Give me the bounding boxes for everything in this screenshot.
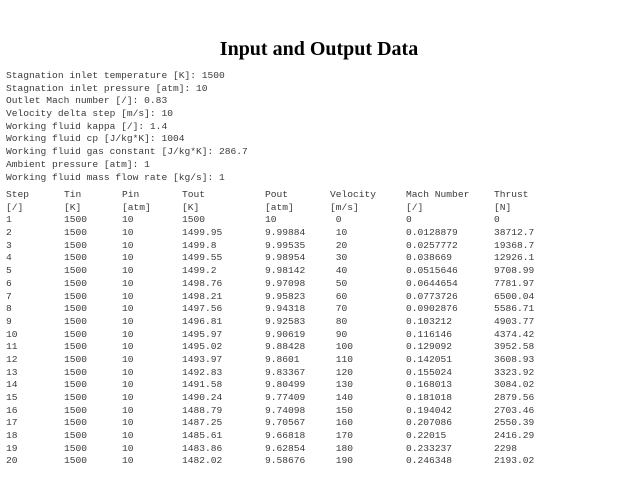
column-header: Pin xyxy=(122,189,140,200)
table-cell: 0.0257772 xyxy=(406,239,458,251)
table-cell: 9.62854 xyxy=(265,442,306,454)
column-header: Tout xyxy=(182,189,206,200)
table-cell: 80 xyxy=(330,315,348,327)
table-cell: 1495.02 xyxy=(182,341,223,353)
table-cell: 9.98142 xyxy=(265,265,306,277)
table-cell: 3323.92 xyxy=(494,366,535,378)
table-cell: 1497.56 xyxy=(182,303,223,315)
table-cell: 10 xyxy=(122,239,134,251)
param-gas-constant: Working fluid gas constant [J/kg*K]: 286.7 xyxy=(6,146,248,158)
table-cell: 3 xyxy=(6,239,12,251)
table-cell: 90 xyxy=(330,328,348,340)
table-cell: 2416.29 xyxy=(494,430,535,442)
table-cell: 100 xyxy=(330,341,354,353)
table-cell: 1496.81 xyxy=(182,315,223,327)
table-cell: 1500 xyxy=(64,392,88,403)
table-cell: 10 xyxy=(122,328,134,340)
table-cell: 9.77409 xyxy=(265,392,306,403)
table-cell: 1492.83 xyxy=(182,366,223,378)
table-cell: 6 xyxy=(6,277,12,289)
table-cell: 20 xyxy=(330,239,348,251)
table-cell: 1500 xyxy=(64,265,88,277)
table-cell: 0.038669 xyxy=(406,252,453,264)
table-cell: 10 xyxy=(265,214,277,226)
table-cell: 5586.71 xyxy=(494,303,535,315)
table-cell: 9.99535 xyxy=(265,239,306,251)
table-cell: 0.0644654 xyxy=(406,277,458,289)
table-cell: 110 xyxy=(330,353,354,365)
table-cell: 12926.1 xyxy=(494,252,535,264)
table-cell: 10 xyxy=(122,290,134,302)
param-cp: Working fluid cp [J/kg*K]: 1004 xyxy=(6,133,185,145)
table-cell: 9.74098 xyxy=(265,404,306,416)
table-cell: 0.181018 xyxy=(406,392,453,403)
table-cell: 9.70567 xyxy=(265,417,306,429)
table-cell: 0.168013 xyxy=(406,379,453,391)
table-cell: 1500 xyxy=(64,455,88,467)
table-cell: 2 xyxy=(6,227,12,239)
table-cell: 60 xyxy=(330,290,348,302)
table-cell: 8 xyxy=(6,303,12,315)
table-cell: 13 xyxy=(6,366,18,378)
table-cell: 1499.55 xyxy=(182,252,223,264)
column-unit: [K] xyxy=(182,201,200,213)
table-cell: 4374.42 xyxy=(494,328,535,340)
table-cell: 1500 xyxy=(64,214,88,226)
table-cell: 10 xyxy=(122,430,134,442)
table-cell: 11 xyxy=(6,341,18,353)
table-cell: 0 xyxy=(330,214,342,226)
table-cell: 10 xyxy=(122,417,134,429)
table-cell: 1500 xyxy=(64,442,88,454)
table-cell: 1499.8 xyxy=(182,239,217,251)
table-cell: 7781.97 xyxy=(494,277,535,289)
table-cell: 10 xyxy=(122,265,134,277)
table-cell: 10 xyxy=(122,252,134,264)
table-cell: 1500 xyxy=(64,328,88,340)
param-stagnation-temperature: Stagnation inlet temperature [K]: 1500 xyxy=(6,70,225,81)
table-cell: 1500 xyxy=(64,277,88,289)
table-cell: 0.233237 xyxy=(406,442,453,454)
table-cell: 1487.25 xyxy=(182,417,223,429)
param-mass-flow: Working fluid mass flow rate [kg/s]: 1 xyxy=(6,171,225,183)
table-cell: 0.194042 xyxy=(406,404,453,416)
table-cell: 1500 xyxy=(64,239,88,251)
table-cell: 9.97098 xyxy=(265,277,306,289)
table-cell: 14 xyxy=(6,379,18,391)
table-cell: 9708.99 xyxy=(494,265,535,277)
table-cell: 9.92583 xyxy=(265,315,306,327)
table-cell: 38712.7 xyxy=(494,227,535,239)
table-cell: 9.94318 xyxy=(265,303,306,315)
table-cell: 9.99884 xyxy=(265,227,306,239)
table-cell: 1500 xyxy=(64,315,88,327)
table-cell: 19 xyxy=(6,442,18,454)
column-header: Velocity xyxy=(330,189,377,200)
table-cell: 0.155024 xyxy=(406,366,453,378)
table-cell: 10 xyxy=(330,227,348,239)
table-cell: 150 xyxy=(330,404,354,416)
table-cell: 9.95823 xyxy=(265,290,306,302)
table-cell: 10 xyxy=(122,315,134,327)
param-outlet-mach: Outlet Mach number [/]: 0.83 xyxy=(6,95,168,107)
table-cell: 0 xyxy=(406,214,412,226)
column-unit: [K] xyxy=(64,201,82,213)
table-cell: 0.0128879 xyxy=(406,227,458,239)
table-cell: 1483.86 xyxy=(182,442,223,454)
table-cell: 9.90619 xyxy=(265,328,306,340)
table-cell: 5 xyxy=(6,265,12,277)
table-cell: 0.0773726 xyxy=(406,290,458,302)
table-cell: 1490.24 xyxy=(182,392,223,403)
table-cell: 50 xyxy=(330,277,348,289)
table-cell: 1495.97 xyxy=(182,328,223,340)
table-cell: 15 xyxy=(6,392,18,403)
table-cell: 0.22015 xyxy=(406,430,447,442)
column-header: Pout xyxy=(265,189,289,200)
table-cell: 10 xyxy=(122,455,134,467)
param-ambient-pressure: Ambient pressure [atm]: 1 xyxy=(6,158,150,170)
table-cell: 1499.2 xyxy=(182,265,217,277)
column-unit: [/] xyxy=(406,201,424,213)
table-cell: 1493.97 xyxy=(182,353,223,365)
table-cell: 9.66818 xyxy=(265,430,306,442)
table-cell: 1500 xyxy=(182,214,206,226)
table-cell: 10 xyxy=(122,392,134,403)
table-cell: 1498.21 xyxy=(182,290,223,302)
table-cell: 1498.76 xyxy=(182,277,223,289)
table-cell: 4 xyxy=(6,252,12,264)
table-cell: 10 xyxy=(122,277,134,289)
table-cell: 2703.46 xyxy=(494,404,535,416)
param-velocity-step: Velocity delta step [m/s]: 10 xyxy=(6,108,173,120)
table-cell: 10 xyxy=(122,227,134,239)
table-cell: 70 xyxy=(330,303,348,315)
table-cell: 40 xyxy=(330,265,348,277)
table-cell: 9.8601 xyxy=(265,353,300,365)
table-cell: 9.58676 xyxy=(265,455,306,467)
column-header: Tin xyxy=(64,189,82,200)
table-cell: 0 xyxy=(494,214,500,226)
column-unit: [/] xyxy=(6,201,24,213)
table-cell: 1500 xyxy=(64,353,88,365)
table-cell: 190 xyxy=(330,455,354,467)
table-cell: 12 xyxy=(6,353,18,365)
table-cell: 16 xyxy=(6,404,18,416)
table-cell: 1500 xyxy=(64,379,88,391)
table-cell: 180 xyxy=(330,442,354,454)
table-cell: 2550.39 xyxy=(494,417,535,429)
table-cell: 160 xyxy=(330,417,354,429)
table-cell: 0.103212 xyxy=(406,315,453,327)
table-cell: 1500 xyxy=(64,404,88,416)
table-cell: 2193.02 xyxy=(494,455,535,467)
table-cell: 20 xyxy=(6,455,18,467)
table-cell: 10 xyxy=(122,404,134,416)
table-cell: 3608.93 xyxy=(494,353,535,365)
column-unit: [m/s] xyxy=(330,201,359,213)
table-cell: 2879.56 xyxy=(494,392,535,403)
table-cell: 1 xyxy=(6,214,12,226)
column-header: Step xyxy=(6,189,30,200)
column-unit: [N] xyxy=(494,201,512,213)
table-cell: 0.116146 xyxy=(406,328,453,340)
table-cell: 3084.02 xyxy=(494,379,535,391)
table-cell: 10 xyxy=(122,341,134,353)
table-cell: 9.88428 xyxy=(265,341,306,353)
table-cell: 10 xyxy=(122,366,134,378)
column-header: Mach Number xyxy=(406,189,470,200)
table-cell: 7 xyxy=(6,290,12,302)
input-parameters xyxy=(6,70,248,184)
table-cell: 1488.79 xyxy=(182,404,223,416)
table-cell: 1499.95 xyxy=(182,227,223,239)
param-kappa: Working fluid kappa [/]: 1.4 xyxy=(6,120,168,132)
table-cell: 9.83367 xyxy=(265,366,306,378)
table-cell: 1500 xyxy=(64,290,88,302)
table-cell: 10 xyxy=(122,214,134,226)
table-cell: 10 xyxy=(122,379,134,391)
table-cell: 1500 xyxy=(64,252,88,264)
table-cell: 10 xyxy=(122,353,134,365)
table-cell: 1485.61 xyxy=(182,430,223,442)
table-cell: 0.207086 xyxy=(406,417,453,429)
column-header: Thrust xyxy=(494,189,529,200)
table-cell: 19368.7 xyxy=(494,239,535,251)
table-cell: 10 xyxy=(6,328,18,340)
table-cell: 10 xyxy=(122,303,134,315)
table-cell: 30 xyxy=(330,252,348,264)
table-cell: 1491.58 xyxy=(182,379,223,391)
table-cell: 140 xyxy=(330,392,354,403)
table-cell: 1500 xyxy=(64,341,88,353)
table-cell: 17 xyxy=(6,417,18,429)
table-cell: 9 xyxy=(6,315,12,327)
table-cell: 1500 xyxy=(64,430,88,442)
table-cell: 2298 xyxy=(494,442,518,454)
table-cell: 120 xyxy=(330,366,354,378)
param-stagnation-pressure: Stagnation inlet pressure [atm]: 10 xyxy=(6,82,208,94)
column-unit: [atm] xyxy=(122,201,151,213)
table-cell: 6500.04 xyxy=(494,290,535,302)
table-cell: 1482.02 xyxy=(182,455,223,467)
table-cell: 4903.77 xyxy=(494,315,535,327)
table-cell: 170 xyxy=(330,430,354,442)
table-cell: 0.142051 xyxy=(406,353,453,365)
table-cell: 130 xyxy=(330,379,354,391)
table-cell: 10 xyxy=(122,442,134,454)
table-cell: 0.0902876 xyxy=(406,303,458,315)
table-cell: 0.129092 xyxy=(406,341,453,353)
table-cell: 18 xyxy=(6,430,18,442)
table-cell: 1500 xyxy=(64,303,88,315)
table-cell: 1500 xyxy=(64,366,88,378)
table-cell: 0.246348 xyxy=(406,455,453,467)
table-cell: 9.98954 xyxy=(265,252,306,264)
table-cell: 1500 xyxy=(64,417,88,429)
table-cell: 1500 xyxy=(64,227,88,239)
table-cell: 0.0515646 xyxy=(406,265,458,277)
column-unit: [atm] xyxy=(265,201,294,213)
page-title: Input and Output Data xyxy=(219,38,419,60)
table-cell: 9.80499 xyxy=(265,379,306,391)
table-cell: 3952.58 xyxy=(494,341,535,353)
